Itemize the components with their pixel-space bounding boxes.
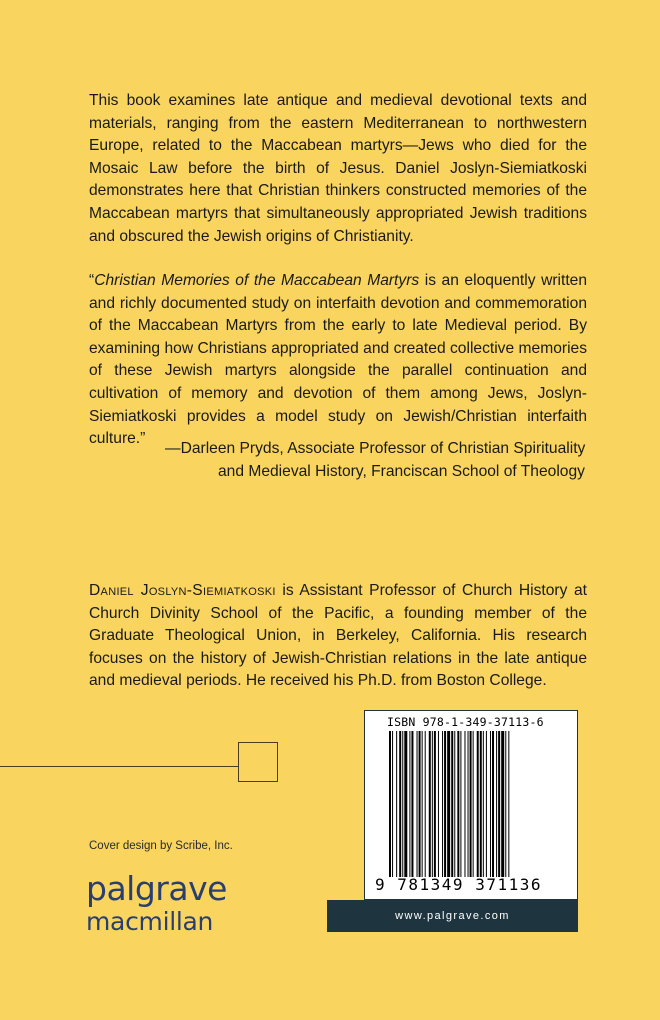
quote-attribution [165, 438, 587, 483]
quoted-book-title: Christian Memories of the Maccabean Martyrs [94, 272, 420, 289]
quote-body: is an eloquently written and richly documented study on interfaith devotion and commemoration of the Maccabean Martyrs from the early to late Medieval period. By examining how Christians appropriated and created collective memories of these Jewish martyrs alongside the parallel continuation and cultivation of memory and devotion of them among Jews, Joslyn-Siemiatkoski provides a model study on Jewish/Christian interfaith culture.” [89, 272, 587, 448]
barcode-digits: 9 781349 371136 [375, 875, 542, 894]
publisher-logo-line-1: palgrave [86, 869, 227, 908]
author-bio [89, 580, 587, 693]
barcode-bars [389, 731, 559, 877]
attribution-line-1: —Darleen Pryds, Associate Professor of Christian Spirituality [165, 440, 586, 457]
book-description: This book examines late antique and medieval devotional texts and materials, ranging from the eastern Mediterranean to northwestern Europe, related to the Maccabean martyrs—Jews who died for the Mosaic Law before the birth of Jesus. Daniel Joslyn-Siemiatkoski demonstrates here that Christian thinkers constructed memories of the Maccabean martyrs that simultaneously appropriated Jewish traditions and obscured the Jewish origins of Christianity. [89, 92, 587, 245]
publisher-logo-line-2: macmillan [86, 907, 214, 936]
cover-credit: Cover design by Scribe, Inc. [89, 840, 233, 852]
decorative-square [238, 742, 278, 782]
endorsement-quote [89, 270, 587, 451]
attribution-line-2: and Medieval History, Franciscan School of Theology [218, 462, 585, 480]
isbn-barcode [364, 710, 578, 900]
author-bio-text: is Assistant Professor of Church History at Church Divinity School of the Pacific, a founding member of the Graduate Theological Union, in Berkeley, California. His research focuses on the history of Jewish-Christian relations in the late antique and medieval periods. He received his Ph.D. from Boston College. [89, 582, 587, 690]
publisher-url: www.palgrave.com [327, 900, 578, 932]
decorative-rule [0, 766, 238, 767]
quote-open-mark: “ [89, 272, 95, 289]
author-name: Daniel Joslyn-Siemiatkoski [89, 582, 276, 599]
isbn-label: ISBN 978-1-349-37113-6 [387, 715, 544, 729]
publisher-logo [86, 869, 227, 936]
